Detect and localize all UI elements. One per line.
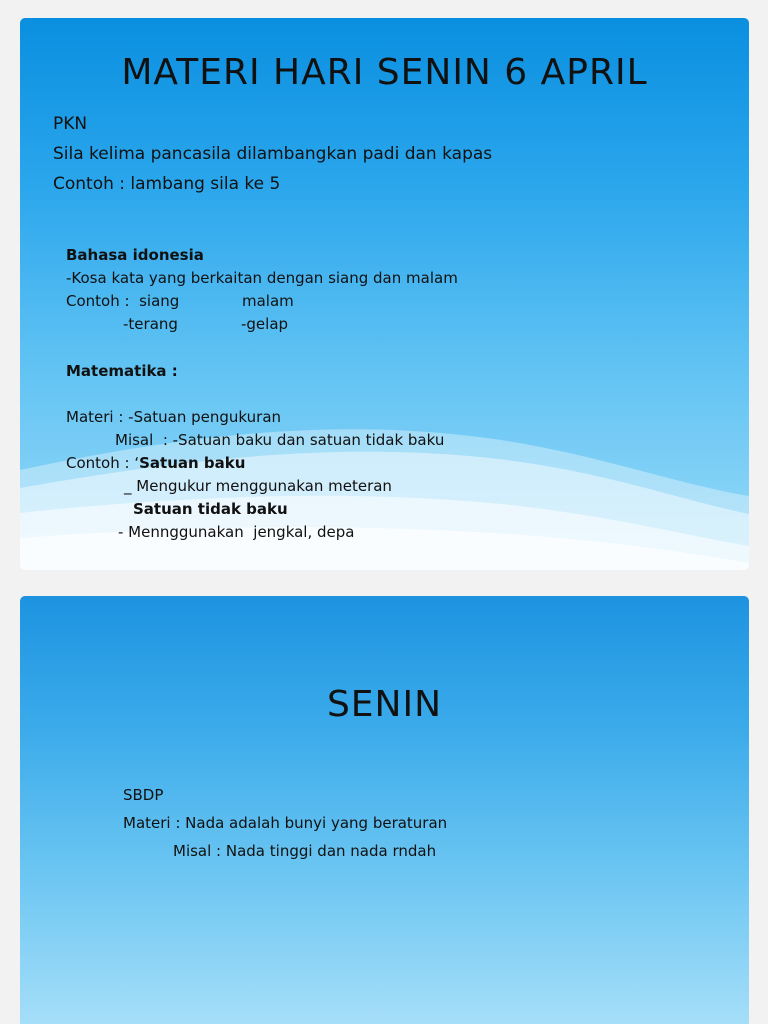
- matematika-mengukur: _ Mengukur menggunakan meteran: [124, 477, 392, 495]
- pkn-line-2: Contoh : lambang sila ke 5: [53, 174, 281, 194]
- slide-2: [20, 596, 749, 1024]
- pkn-heading: PKN: [53, 114, 88, 134]
- bahasa-heading: Bahasa idonesia: [66, 246, 204, 264]
- bahasa-malam: malam: [242, 292, 294, 310]
- matematika-menggunakan: - Mennggunakan jengkal, depa: [118, 523, 355, 541]
- sbdp-materi: Materi : Nada adalah bunyi yang beraturan: [123, 814, 448, 832]
- matematika-contoh: [66, 454, 245, 472]
- bahasa-gelap: -gelap: [241, 315, 289, 333]
- matematika-materi: Materi : -Satuan pengukuran: [66, 408, 282, 426]
- matematika-misal: Misal : -Satuan baku dan satuan tidak baku: [115, 431, 445, 449]
- contoh-prefix: Contoh : ‘: [66, 454, 140, 472]
- slide-1: [20, 18, 749, 570]
- sbdp-misal: Misal : Nada tinggi dan nada rndah: [173, 842, 437, 860]
- matematika-heading: Matematika :: [66, 362, 178, 380]
- pkn-line-1: Sila kelima pancasila dilambangkan padi dan kapas: [53, 144, 493, 164]
- slide-2-title: SENIN: [326, 684, 443, 725]
- bahasa-terang: -terang: [123, 315, 178, 333]
- slide-1-title: MATERI HARI SENIN 6 APRIL: [121, 52, 648, 93]
- sbdp-heading: SBDP: [123, 786, 164, 804]
- bahasa-line-1: -Kosa kata yang berkaitan dengan siang dan malam: [66, 269, 458, 287]
- contoh-satuan-baku: Satuan baku: [139, 454, 246, 472]
- matematika-tidak-baku: Satuan tidak baku: [133, 500, 288, 518]
- bahasa-contoh: Contoh : siang: [66, 292, 180, 310]
